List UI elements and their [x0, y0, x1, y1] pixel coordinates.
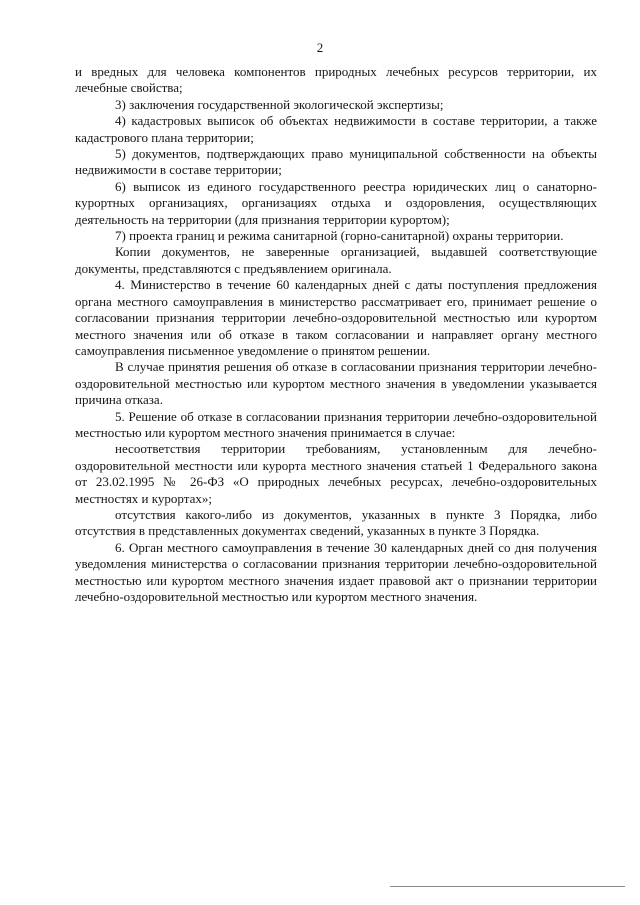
paragraph-7: Копии документов, не заверенные организацией, выдавшей соответствующие документы, представляются с предъявлением оригинала. [75, 244, 597, 276]
paragraph-9: В случае принятия решения об отказе в согласовании признания территории лечебно-оздоровительной местностью или курортом местного значения в уведомлении указывается причина отказа. [75, 359, 597, 408]
paragraph-10: 5. Решение об отказе в согласовании признания территории лечебно-оздоровительной местностью или курортом местного значения принимается в случае: [75, 408, 597, 440]
paragraph-8: 4. Министерство в течение 60 календарных дней с даты поступления предложения органа местного самоуправления в министерство рассматривает его, принимает решение о согласовании признания территории лечебно-оздоровительной местностью или курортом местного значения или об отказе в таком согласовании и направляет органу местного самоуправления письменное уведомление о принятом решении. [75, 277, 597, 358]
paragraph-13: 6. Орган местного самоуправления в течение 30 календарных дней со дня получения уведомления министерства о согласовании признания территории лечебно-оздоровительной местностью или курортом местного значения издает правовой акт о признании территории лечебно-оздоровительной местностью или курортом местного значения. [75, 539, 597, 604]
paragraph-2: 3) заключения государственной экологической экспертизы; [115, 96, 444, 112]
bottom-divider [390, 886, 625, 887]
paragraph-6: 7) проекта границ и режима санитарной (горно-санитарной) охраны территории. [115, 228, 564, 244]
document-body [75, 64, 597, 605]
paragraph-3: 4) кадастровых выписок об объектах недвижимости в составе территории, а также кадастрового плана территории; [75, 113, 597, 145]
paragraph-1: и вредных для человека компонентов природных лечебных ресурсов территории, их лечебные свойства; [75, 64, 597, 96]
paragraph-12: отсутствия какого-либо из документов, указанных в пункте 3 Порядка, либо отсутствия в представленных документах сведений, указанных в пункте 3 Порядка. [75, 506, 597, 539]
paragraph-5: 6) выписок из единого государственного реестра юридических лиц о санаторно-курортных организациях, организациях отдыха и оздоровления, осуществляющих деятельность на территории (для признания территории курортом); [75, 178, 597, 227]
paragraph-4: 5) документов, подтверждающих право муниципальной собственности на объекты недвижимости в составе территории; [75, 146, 597, 178]
page-number: 2 [316, 40, 324, 55]
paragraph-11: несоответствия территории требованиям, установленным для лечебно-оздоровительной местности или курорта местного значения статьей 1 Федерального закона от 23.02.1995 № 26-ФЗ «О природных лечебных ресурсах, лечебно-оздоровительных местностях и курортах»; [75, 441, 597, 506]
